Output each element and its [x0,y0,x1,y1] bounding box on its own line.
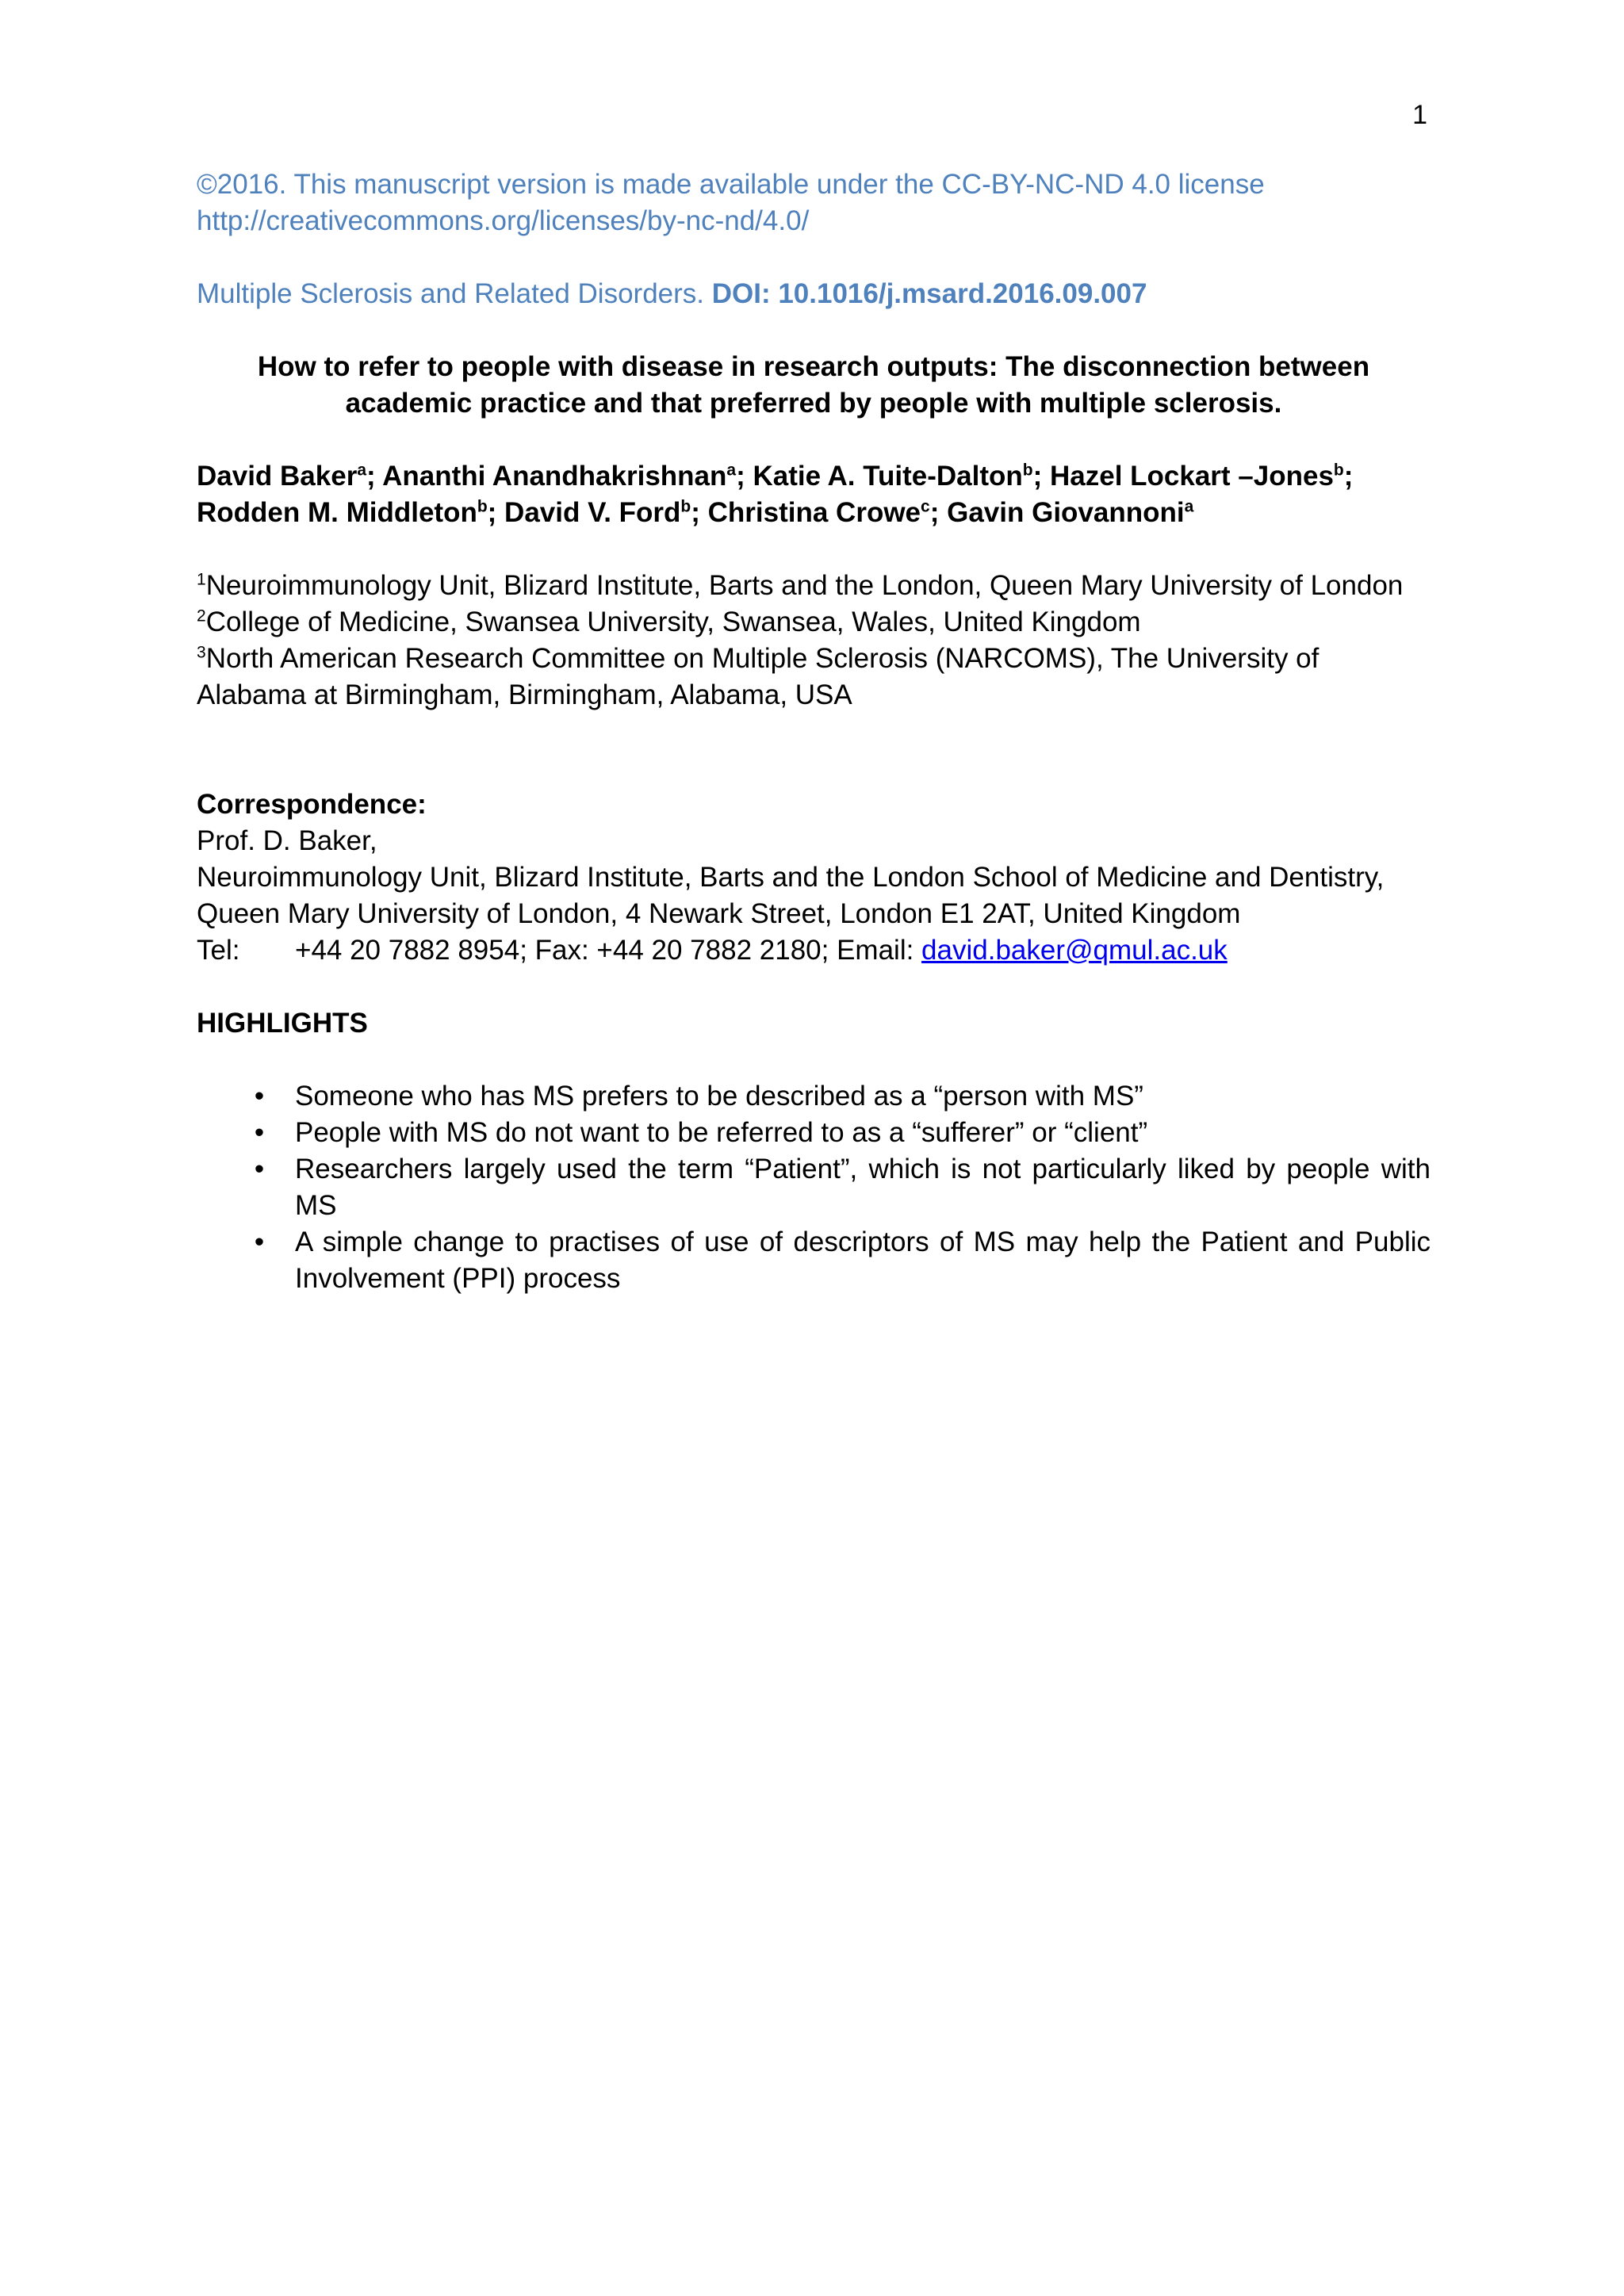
author-name: David Baker [197,461,358,492]
author-list [197,458,1431,531]
highlights-heading: HIGHLIGHTS [197,1008,368,1039]
affiliation-text: North American Research Committee on Multiple Sclerosis (NARCOMS), The University of Alabama at Birmingham, Birmingham, Alabama, USA [197,643,1320,710]
contact-numbers: +44 20 7882 8954; Fax: +44 20 7882 2180; Email: [295,935,922,966]
author-affiliation-mark: b [680,497,691,516]
author-name: Hazel Lockart –Jones [1049,461,1334,492]
journal-citation [197,276,1431,312]
article-title: How to refer to people with disease in research outputs: The disconnection between academic practice and that preferred by people with multiple sclerosis. [257,351,1370,419]
author-affiliation-mark: b [1333,461,1344,480]
license-notice [197,166,1431,239]
author-affiliation-mark: a [726,461,737,480]
affiliation-list [197,568,1431,714]
author-name: Katie A. Tuite-Dalton [753,461,1023,492]
doi: DOI: 10.1016/j.msard.2016.09.007 [711,278,1147,309]
correspondence-address-line: Queen Mary University of London, 4 Newark Street, London E1 2AT, United Kingdom [197,898,1241,929]
author-affiliation-mark: b [477,497,488,516]
affiliation-mark: 2 [197,607,206,626]
correspondence-name: Prof. D. Baker, [197,825,377,856]
highlight-item [197,1078,1431,1115]
author-name: Christina Crowe [707,497,921,528]
bullet-icon: • [254,1226,265,1257]
author-name: David V. Ford [504,497,681,528]
highlight-text: People with MS do not want to be referred to as a “sufferer” or “client” [295,1117,1148,1148]
affiliation-mark: 3 [197,643,206,662]
author-separator: ; [1032,461,1050,492]
bullet-icon: • [254,1081,265,1112]
affiliation-item [197,568,1431,604]
license-url: http://creativecommons.org/licenses/by-nc-nd/4.0/ [197,205,810,236]
email-link[interactable]: david.baker@qmul.ac.uk [921,935,1228,966]
affiliation-mark: 1 [197,570,206,589]
author-separator: ; [1343,461,1362,492]
author-separator: ; [929,497,948,528]
highlight-text: A simple change to practises of use of descriptors of MS may help the Patient and Public Involvement (PPI) process [295,1226,1431,1294]
author-affiliation-mark: a [1184,497,1194,516]
affiliation-item [197,604,1431,641]
author-affiliation-mark: c [921,497,930,516]
correspondence-contact [197,932,1431,969]
correspondence-address-line: Neuroimmunology Unit, Blizard Institute, Barts and the London School of Medicine and Dentistry, [197,862,1385,893]
affiliation-item [197,641,1431,714]
highlight-item [197,1224,1431,1297]
author-separator: ; [736,461,753,492]
license-text: ©2016. This manuscript version is made available under the CC-BY-NC-ND 4.0 license [197,169,1265,200]
highlight-text: Researchers largely used the term “Patient”, which is not particularly liked by people with MS [295,1154,1431,1221]
page-content [197,166,1431,1297]
page-number: 1 [1412,100,1427,130]
author-separator: ; [487,497,505,528]
affiliation-text: Neuroimmunology Unit, Blizard Institute, Barts and the London, Queen Mary University of London [205,570,1404,601]
tel-label: Tel: [197,935,240,966]
highlight-item [197,1115,1431,1151]
bullet-icon: • [254,1154,265,1184]
author-name: Ananthi Anandhakrishnan [382,461,727,492]
author-name: Gavin Giovannoni [947,497,1185,528]
correspondence-block [197,786,1431,969]
affiliation-text: College of Medicine, Swansea University, Swansea, Wales, United Kingdom [205,607,1141,637]
journal-name: Multiple Sclerosis and Related Disorders. [197,278,704,309]
highlight-item [197,1151,1431,1224]
author-affiliation-mark: a [357,461,367,480]
bullet-icon: • [254,1117,265,1148]
highlights-list [197,1078,1431,1297]
author-name: Rodden M. Middleton [197,497,477,528]
author-affiliation-mark: b [1022,461,1033,480]
author-separator: ; [366,461,383,492]
correspondence-heading: Correspondence: [197,789,427,820]
author-separator: ; [691,497,708,528]
highlight-text: Someone who has MS prefers to be described as a “person with MS” [295,1081,1143,1112]
